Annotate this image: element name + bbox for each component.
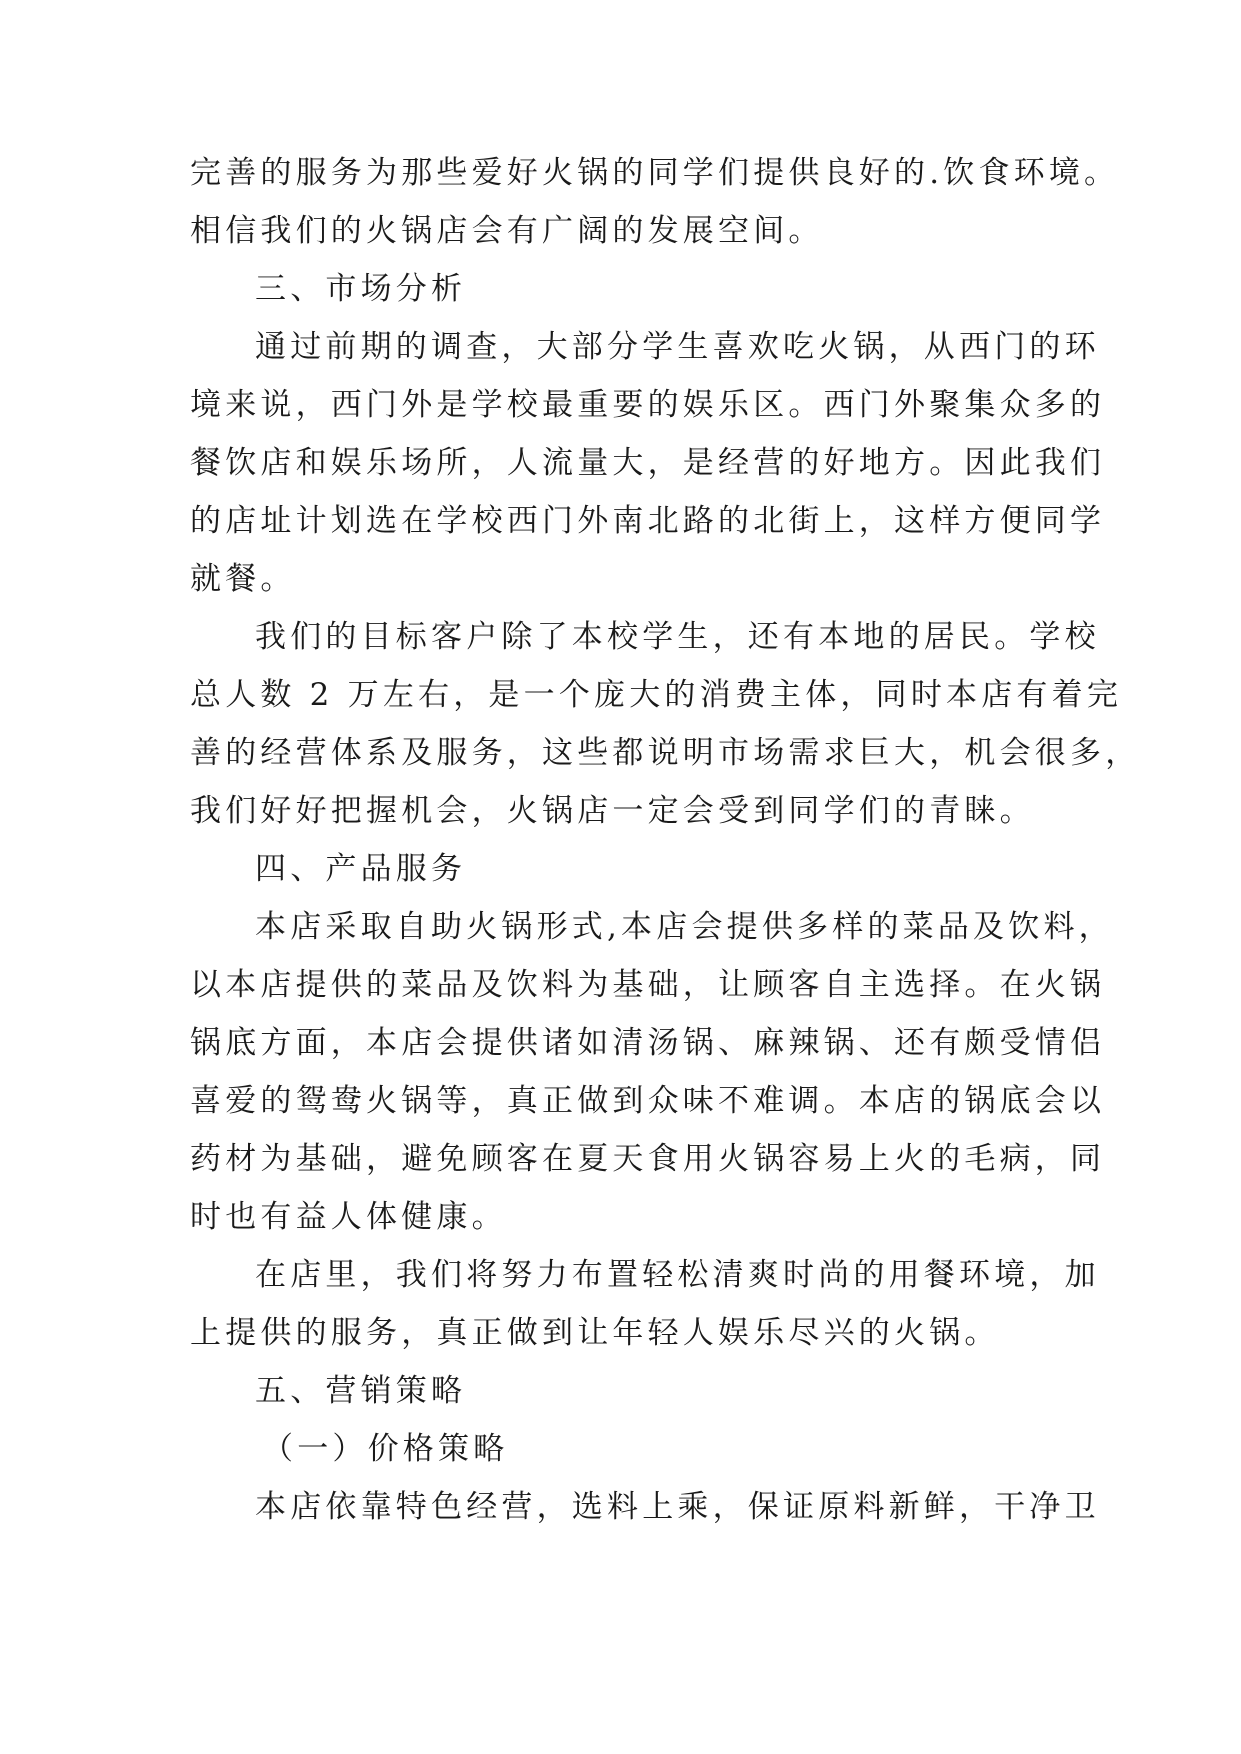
paragraph-line: 总人数 2 万左右，是一个庞大的消费主体，同时本店有着完 xyxy=(190,677,1123,713)
section-heading: 四、产品服务 xyxy=(255,851,467,887)
paragraph-line: 药材为基础，避免顾客在夏天食用火锅容易上火的毛病，同 xyxy=(190,1141,1106,1177)
section-heading: 五、营销策略 xyxy=(255,1373,467,1409)
paragraph-line: 在店里，我们将努力布置轻松清爽时尚的用餐环境，加 xyxy=(255,1257,1100,1293)
paragraph-line: 时也有益人体健康。 xyxy=(190,1199,507,1235)
paragraph-line: 上提供的服务，真正做到让年轻人娱乐尽兴的火锅。 xyxy=(190,1315,1000,1351)
paragraph-line: 我们好好把握机会，火锅店一定会受到同学们的青睐。 xyxy=(190,793,1035,829)
paragraph-line: 本店依靠特色经营，选料上乘，保证原料新鲜，干净卫 xyxy=(255,1489,1100,1525)
paragraph-line: 完善的服务为那些爱好火锅的同学们提供良好的.饮食环境。 xyxy=(190,155,1120,191)
paragraph-line: 餐饮店和娱乐场所，人流量大，是经营的好地方。因此我们 xyxy=(190,445,1106,481)
paragraph-line: 就餐。 xyxy=(190,561,296,597)
paragraph-line: 的店址计划选在学校西门外南北路的北街上，这样方便同学 xyxy=(190,503,1106,539)
section-heading: 三、市场分析 xyxy=(255,271,467,307)
paragraph-line: 相信我们的火锅店会有广阔的发展空间。 xyxy=(190,213,824,249)
paragraph-line: 我们的目标客户除了本校学生，还有本地的居民。学校 xyxy=(255,619,1100,655)
subsection-heading: （一）价格策略 xyxy=(262,1431,509,1467)
paragraph-line: 以本店提供的菜品及饮料为基础，让顾客自主选择。在火锅 xyxy=(190,967,1106,1003)
paragraph-line: 境来说，西门外是学校最重要的娱乐区。西门外聚集众多的 xyxy=(190,387,1106,423)
paragraph-line: 喜爱的鸳鸯火锅等，真正做到众味不难调。本店的锅底会以 xyxy=(190,1083,1106,1119)
paragraph-line: 锅底方面，本店会提供诸如清汤锅、麻辣锅、还有颇受情侣 xyxy=(190,1025,1106,1061)
paragraph-line: 本店采取自助火锅形式,本店会提供多样的菜品及饮料， xyxy=(255,909,1114,945)
paragraph-line: 通过前期的调查，大部分学生喜欢吃火锅，从西门的环 xyxy=(255,329,1100,365)
paragraph-line: 善的经营体系及服务，这些都说明市场需求巨大，机会很多， xyxy=(190,735,1141,771)
